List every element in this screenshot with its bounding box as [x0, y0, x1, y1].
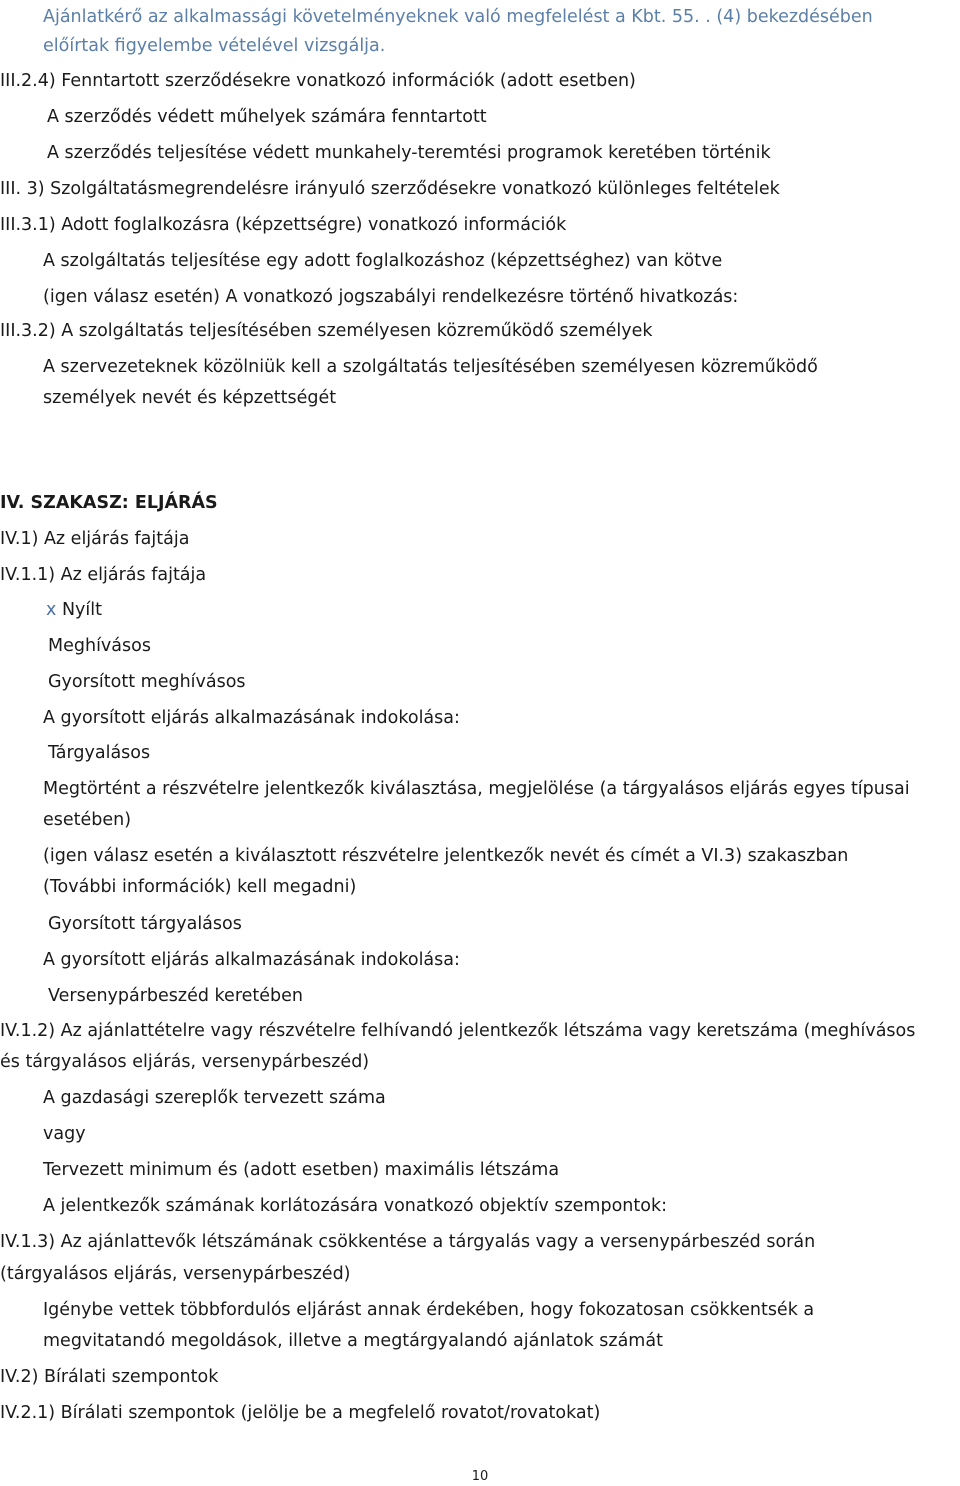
option-fast-invited: Gyorsított meghívásos — [48, 672, 246, 692]
option-invited: Meghívásos — [48, 636, 151, 656]
objective-criteria-item: A jelentkezők számának korlátozására vonatkozó objektív szempontok: — [43, 1196, 667, 1216]
blue-note-line-2: előírtak figyelembe vételével vizsgálja. — [43, 36, 386, 56]
or-item: vagy — [43, 1124, 86, 1144]
section-title-iv: IV. SZAKASZ: ELJÁRÁS — [0, 493, 218, 513]
occupation-line-1: A szolgáltatás teljesítése egy adott foglalkozáshoz (képzettséghez) van kötve — [43, 251, 723, 271]
section-heading-iii-3-2: III.3.2) A szolgáltatás teljesítésében személyesen közreműködő személyek — [0, 321, 653, 341]
option-open — [46, 598, 102, 622]
section-heading-iii-3: III. 3) Szolgáltatásmegrendelésre irányuló szerződésekre vonatkozó különleges feltételek — [0, 179, 780, 199]
multi-stage-line-2: megvitatandó megoldások, illetve a megtárgyalandó ajánlatok számát — [43, 1331, 663, 1351]
section-heading-iv-1-3-line-1: IV.1.3) Az ajánlattevők létszámának csökkentése a tárgyalás vagy a versenypárbeszéd során — [0, 1232, 816, 1252]
section-heading-iv-1-1: IV.1.1) Az eljárás fajtája — [0, 565, 207, 585]
option-negotiated: Tárgyalásos — [48, 743, 151, 763]
page-number: 10 — [471, 1469, 489, 1484]
section-heading-iii-3-1: III.3.1) Adott foglalkozásra (képzettségre) vonatkozó információk — [0, 215, 567, 235]
negotiated-note-2: esetében) — [43, 810, 132, 830]
negotiated-note-3: (igen válasz esetén a kiválasztott részvételre jelentkezők nevét és címét a VI.3) szakaszban — [43, 846, 849, 866]
option-open-label: Nyílt — [61, 600, 102, 620]
section-heading-iii-2-4: III.2.4) Fenntartott szerződésekre vonatkozó információk (adott esetben) — [0, 71, 636, 91]
section-heading-iv-1-2-line-2: és tárgyalásos eljárás, versenypárbeszéd) — [0, 1052, 370, 1072]
option-fast-negotiated: Gyorsított tárgyalásos — [48, 914, 242, 934]
min-max-item: Tervezett minimum és (adott esetben) maximális létszáma — [43, 1160, 560, 1180]
multi-stage-line-1: Igénybe vettek többfordulós eljárást annak érdekében, hogy fokozatosan csökkentsék a — [43, 1300, 815, 1320]
negotiated-note-1: Megtörtént a részvételre jelentkezők kiválasztása, megjelölése (a tárgyalásos eljárás egyes típusai — [43, 779, 910, 799]
section-heading-iv-1-2-line-1: IV.1.2) Az ajánlattételre vagy részvételre felhívandó jelentkezők létszáma vagy keretszáma (meghívásos — [0, 1021, 916, 1041]
fast-reason-1: A gyorsított eljárás alkalmazásának indokolása: — [43, 708, 460, 728]
occupation-line-2: (igen válasz esetén) A vonatkozó jogszabályi rendelkezésre történő hivatkozás: — [43, 287, 739, 307]
personnel-line-2: személyek nevét és képzettségét — [43, 388, 337, 408]
blue-note-line-1: Ajánlatkérő az alkalmassági követelményeknek való megfelelést a Kbt. 55. . (4) bekezdésében — [43, 7, 873, 27]
planned-number-item: A gazdasági szereplők tervezett száma — [43, 1088, 386, 1108]
negotiated-note-4: (További információk) kell megadni) — [43, 877, 357, 897]
section-heading-iv-1: IV.1) Az eljárás fajtája — [0, 529, 190, 549]
fast-reason-2: A gyorsított eljárás alkalmazásának indokolása: — [43, 950, 460, 970]
reserved-item-2: A szerződés teljesítése védett munkahely-teremtési programok keretében történik — [47, 143, 771, 163]
section-heading-iv-1-3-line-2: (tárgyalásos eljárás, versenypárbeszéd) — [0, 1264, 351, 1284]
personnel-line-1: A szervezeteknek közölniük kell a szolgáltatás teljesítésében személyesen közreműködő — [43, 357, 818, 377]
section-heading-iv-2-1: IV.2.1) Bírálati szempontok (jelölje be a megfelelő rovatot/rovatokat) — [0, 1403, 601, 1423]
option-competitive-dialogue: Versenypárbeszéd keretében — [48, 986, 303, 1006]
section-heading-iv-2: IV.2) Bírálati szempontok — [0, 1367, 219, 1387]
reserved-item-1: A szerződés védett műhelyek számára fenntartott — [47, 107, 487, 127]
checked-mark: x — [46, 600, 57, 620]
